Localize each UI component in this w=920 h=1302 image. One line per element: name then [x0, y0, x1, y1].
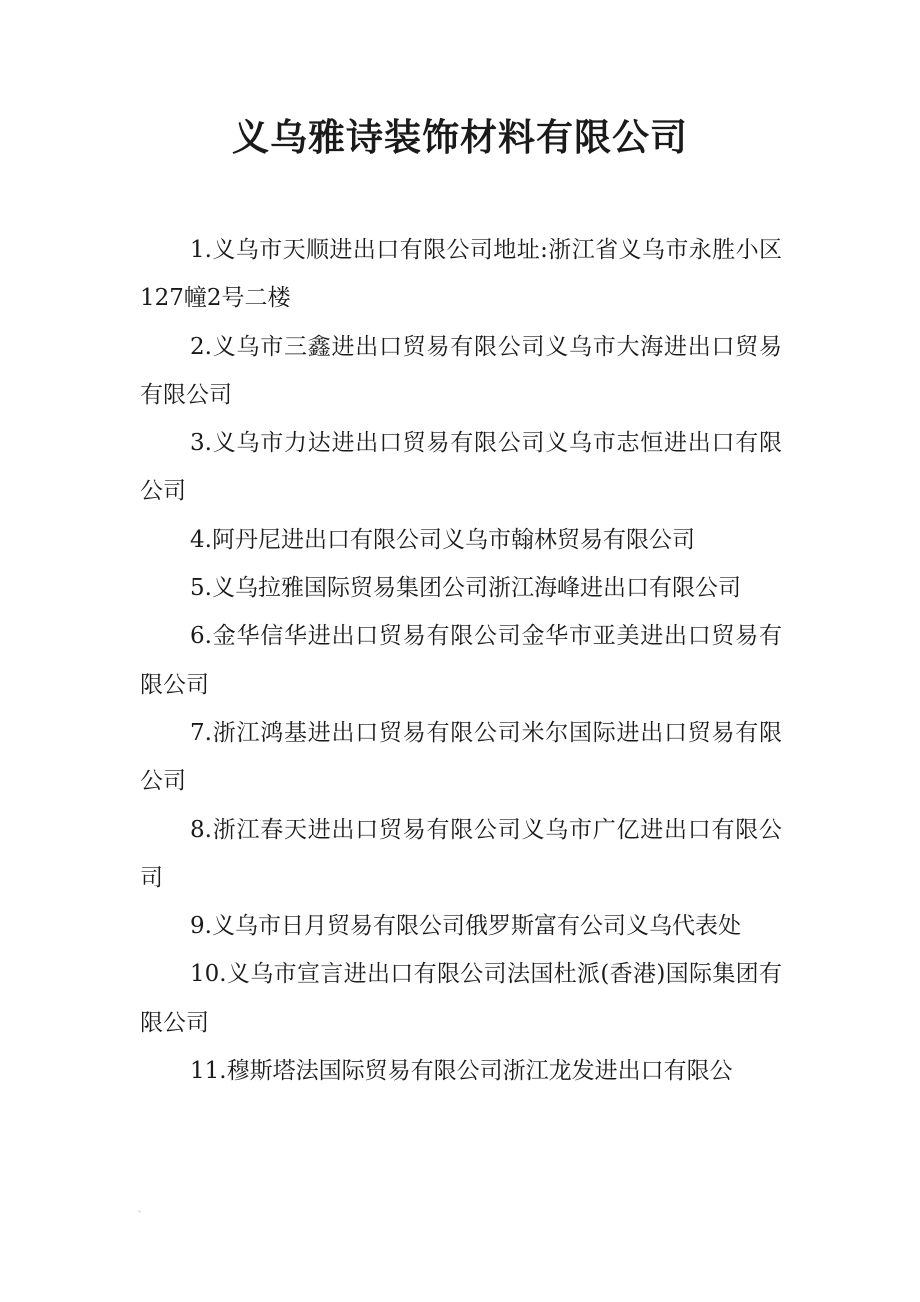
paragraph-1: 1.义乌市天顺进出口有限公司地址:浙江省义乌市永胜小区127幢2号二楼 — [140, 237, 782, 312]
paragraph-9: 9.义乌市日月贸易有限公司俄罗斯富有公司义乌代表处 — [190, 913, 741, 940]
paragraph-5: 5.义乌拉雅国际贸易集团公司浙江海峰进出口有限公司 — [190, 575, 741, 602]
paragraph-4: 4.阿丹尼进出口有限公司义乌市翰林贸易有限公司 — [190, 526, 695, 553]
paragraph-2: 2.义乌市三鑫进出口贸易有限公司义乌市大海进出口贸易有限公司 — [140, 333, 782, 408]
paragraph-6: 6.金华信华进出口贸易有限公司金华市亚美进出口贸易有限公司 — [140, 623, 782, 698]
paragraph-3: 3.义乌市力达进出口贸易有限公司义乌市志恒进出口有限公司 — [140, 430, 782, 505]
paragraph-10: 10.义乌市宣言进出口有限公司法国杜派(香港)国际集团有限公司 — [140, 961, 782, 1036]
paragraph-11: 11.穆斯塔法国际贸易有限公司浙江龙发进出口有限公 — [190, 1058, 733, 1085]
paragraph-7: 7.浙江鸿基进出口贸易有限公司米尔国际进出口贸易有限公司 — [140, 719, 782, 795]
document-title: 义乌雅诗装饰材料有限公司 — [232, 115, 688, 159]
scan-dot-mark — [138, 1210, 141, 1213]
paragraph-8: 8.浙江春天进出口贸易有限公司义乌市广亿进出口有限公司 — [140, 816, 782, 891]
document-body — [140, 226, 782, 1095]
